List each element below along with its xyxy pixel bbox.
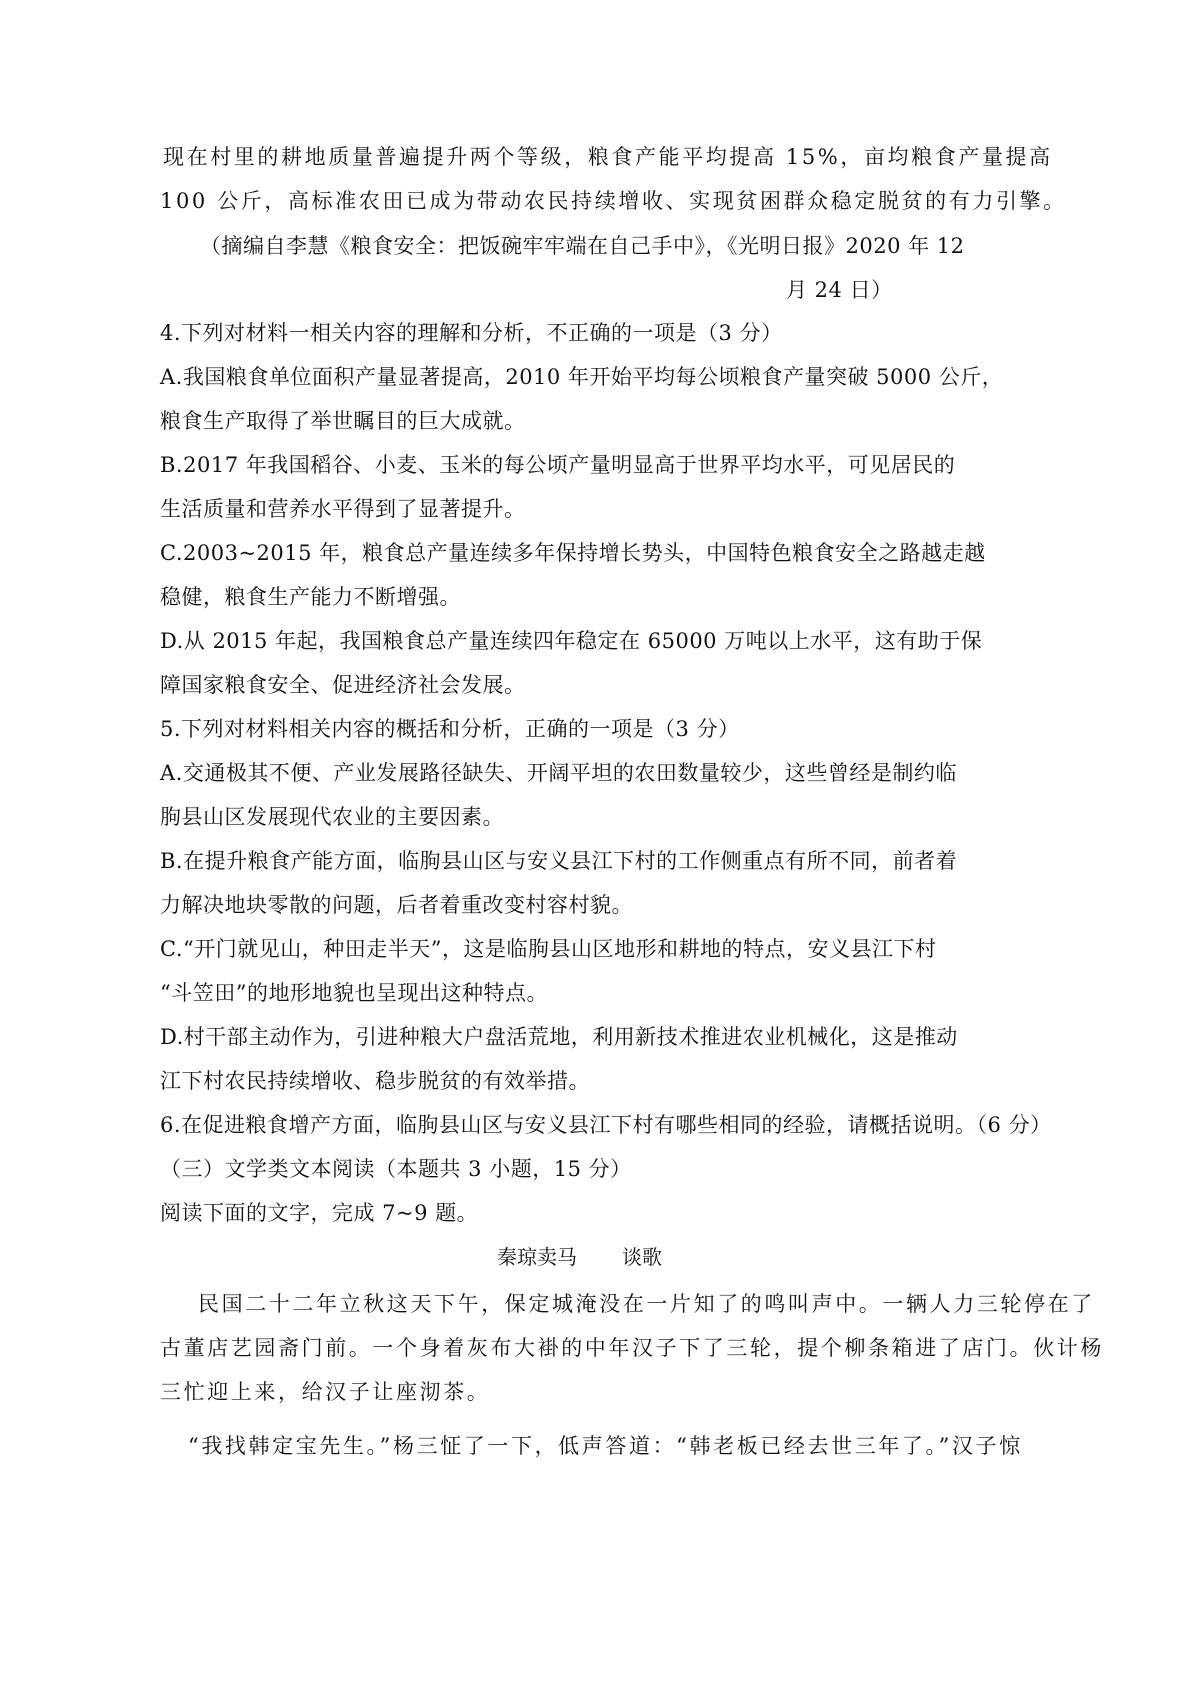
passage-line: 现在村里的耕地质量普遍提升两个等级，粮食产能平均提高 15%，亩均粮食产量提高 bbox=[163, 145, 1053, 169]
question-4-option-c: C.2003~2015 年，粮食总产量连续多年保持增长势头，中国特色粮食安全之路越走越 bbox=[160, 541, 986, 565]
question-5-option-a: A.交通极其不便、产业发展路径缺失、开阔平坦的农田数量较少，这些曾经是制约临 bbox=[160, 761, 957, 785]
story-title: 秦琼卖马 bbox=[497, 1245, 577, 1269]
question-5-option-c: C.“开门就见山，种田走半天”，这是临朐县山区地形和耕地的特点，安义县江下村 bbox=[160, 937, 937, 961]
question-5-option-b-cont: 力解决地块零散的问题，后者着重改变村容村貌。 bbox=[160, 893, 633, 917]
question-4-option-c-cont: 稳健，粮食生产能力不断增强。 bbox=[160, 585, 461, 609]
question-4-option-b-cont: 生活质量和营养水平得到了显著提升。 bbox=[160, 497, 526, 521]
question-5-option-a-cont: 朐县山区发展现代农业的主要因素。 bbox=[160, 805, 504, 829]
question-5-option-c-cont: “斗笠田”的地形地貌也呈现出这种特点。 bbox=[160, 981, 548, 1005]
story-author: 谈歌 bbox=[622, 1245, 662, 1269]
question-4-option-a-cont: 粮食生产取得了举世瞩目的巨大成就。 bbox=[160, 409, 526, 433]
story-paragraph-line: “我找韩定宝先生。”杨三怔了一下，低声答道：“韩老板已经去世三年了。”汉子惊 bbox=[188, 1434, 1023, 1458]
reading-instruction: 阅读下面的文字，完成 7~9 题。 bbox=[160, 1201, 479, 1225]
story-paragraph-line: 民国二十二年立秋这天下午，保定城淹没在一片知了的鸣叫声中。一辆人力三轮停在了 bbox=[198, 1292, 1095, 1316]
question-4-stem: 4.下列对材料一相关内容的理解和分析，不正确的一项是（3 分） bbox=[160, 321, 783, 345]
question-4-option-d-cont: 障国家粮食安全、促进经济社会发展。 bbox=[160, 673, 526, 697]
question-5-option-d: D.村干部主动作为，引进种粮大户盘活荒地，利用新技术推进农业机械化，这是推动 bbox=[160, 1025, 958, 1049]
question-4-option-d: D.从 2015 年起，我国粮食总产量连续四年稳定在 65000 万吨以上水平，这有助于保 bbox=[160, 629, 983, 653]
source-citation: （摘编自李慧《粮食安全：把饭碗牢牢端在自己手中》，《光明日报》2020 年 12 bbox=[200, 234, 965, 258]
question-5-option-b: B.在提升粮食产能方面，临朐县山区与安义县江下村的工作侧重点有所不同，前者着 bbox=[160, 849, 958, 873]
question-4-option-a: A.我国粮食单位面积产量显著提高，2010 年开始平均每公顷粮食产量突破 5000 公斤， bbox=[160, 365, 1004, 389]
passage-line: 100 公斤，高标准农田已成为带动农民持续增收、实现贫困群众稳定脱贫的有力引擎。 bbox=[160, 189, 1067, 213]
question-4-option-b: B.2017 年我国稻谷、小麦、玉米的每公顷产量明显高于世界平均水平，可见居民的 bbox=[160, 453, 956, 477]
question-5-stem: 5.下列对材料相关内容的概括和分析，正确的一项是（3 分） bbox=[160, 717, 740, 741]
question-5-option-d-cont: 江下村农民持续增收、稳步脱贫的有效举措。 bbox=[160, 1069, 590, 1093]
story-paragraph-line: 三忙迎上来，给汉子让座沏茶。 bbox=[160, 1380, 491, 1404]
story-paragraph-line: 古董店艺园斋门前。一个身着灰布大褂的中年汉子下了三轮，提个柳条箱进了店门。伙计杨 bbox=[160, 1336, 1104, 1360]
source-citation-date: 月 24 日） bbox=[786, 278, 893, 302]
question-6-stem: 6.在促进粮食增产方面，临朐县山区与安义县江下村有哪些相同的经验，请概括说明。（6 分） bbox=[160, 1113, 1052, 1137]
section-heading: （三）文学类文本阅读（本题共 3 小题，15 分） bbox=[160, 1157, 632, 1181]
